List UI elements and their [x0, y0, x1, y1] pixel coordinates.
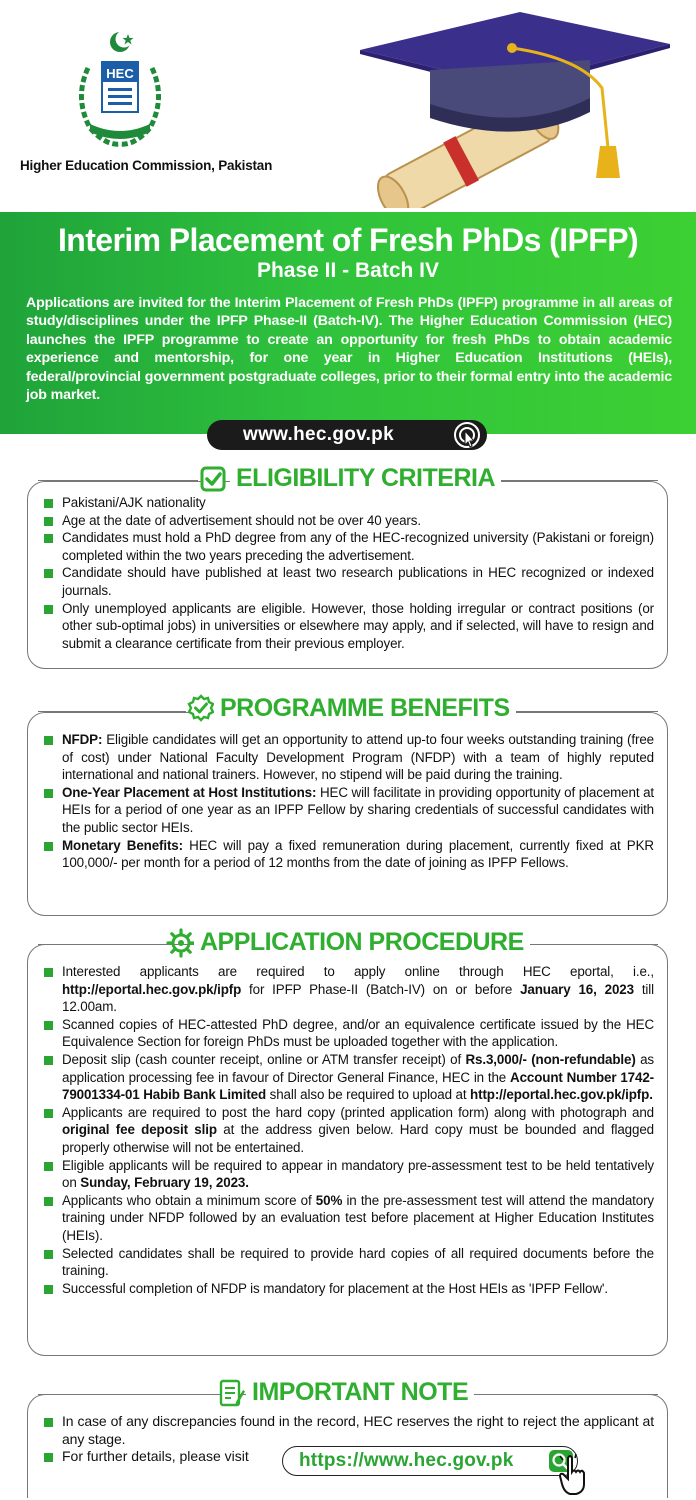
intro-banner — [0, 212, 696, 434]
note-header — [0, 1378, 696, 1408]
list-item: Selected candidates shall be required to provide hard copies of all required documents before the training. — [42, 1245, 654, 1280]
benefits-title: PROGRAMME BENEFITS — [214, 694, 516, 723]
list-item: Interested applicants are required to apply online through HEC eportal, i.e., http://eportal.hec.gov.pk/ipfp for IPFP Phase-II (Batch-IV) on or before January 16, 2023 till 12.00am. — [42, 963, 654, 1016]
list-item: In case of any discrepancies found in the record, HEC reserves the right to reject the applicant at any stage. — [42, 1413, 654, 1448]
list-item: Only unemployed applicants are eligible. However, those holding irregular or contract positions (or other sub-optimal jobs) in universities or elsewhere may apply, and if selected, will have to resign and submit a clearance certificate from their previous employer. — [42, 600, 654, 653]
procedure-header — [0, 928, 696, 958]
gear-icon — [166, 928, 196, 958]
list-item: Candidates must hold a PhD degree from any of the HEC-recognized university (Pakistani or foreign) completed within the two years preceding the advertisement. — [42, 529, 654, 564]
banner-intro-text: Applications are invited for the Interim Placement of Fresh PhDs (IPFP) programme in all areas of study/disciplines under the IPFP Phase-II (Batch-IV). The Higher Education Commission (HEC) launches the IPFP programme to create an opportunity for fresh PhDs to obtain academic experience and mentorship, for one year in Higher Education Institutions (HEIs), federal/provincial government postgraduate colleges, prior to their formal entry into the academic job market. — [26, 295, 672, 404]
benefits-header — [0, 694, 696, 724]
list-item: Pakistani/AJK nationality — [42, 494, 654, 512]
click-hand-icon — [451, 421, 483, 449]
note-list — [42, 1413, 654, 1448]
website-link-pill[interactable] — [207, 420, 487, 450]
banner-title: Interim Placement of Fresh PhDs (IPFP) — [58, 222, 638, 258]
list-item: One-Year Placement at Host Institutions: HEC will facilitate in providing opportunity of placement at HEIs for a period of one year as an IPFP Fellow by sharing credentials of successful candidates with the public sector HEIs. — [42, 784, 654, 837]
procedure-list — [42, 963, 654, 1297]
list-item: Candidate should have published at least two research publications in HEC recognized or indexed journals. — [42, 564, 654, 599]
org-name: Higher Education Commission, Pakistan — [20, 158, 273, 173]
eligibility-header — [0, 464, 696, 494]
document-pen-icon — [216, 1378, 246, 1408]
list-item: Deposit slip (cash counter receipt, online or ATM transfer receipt) of Rs.3,000/- (non-refundable) as application processing fee in favour of Director General Finance, HEC in the Account Number 1742-79001334-01 Habib Bank Limited shall also be required to upload at http://eportal.hec.gov.pk/ipfp. — [42, 1051, 654, 1104]
list-item: Monetary Benefits: HEC will pay a fixed remuneration during placement, currently fixed at PKR 100,000/- per month for a period of 12 months from the date of joining as IPFP Fellows. — [42, 837, 654, 872]
check-square-icon — [198, 464, 228, 494]
banner-subtitle: Phase II - Batch IV — [256, 259, 440, 282]
list-item: Applicants who obtain a minimum score of 50% in the pre-assessment test will attend the mandatory training under NFDP followed by an evaluation test before placement at Higher Education Institutes (HEIs). — [42, 1192, 654, 1245]
list-item: Scanned copies of HEC-attested PhD degree, and/or an equivalence certificate issued by the HEC Equivalence Section for foreign PhDs must be uploaded together with the application. — [42, 1016, 654, 1051]
visit-label: For further details, please visit — [62, 1448, 249, 1464]
list-item: Applicants are required to post the hard copy (printed application form) along with photograph and original fee deposit slip at the address given below. Hard copy must be bounded and flagged properly otherwise will not be entertained. — [42, 1104, 654, 1157]
logo-text: HEC — [106, 66, 134, 81]
list-item: NFDP: Eligible candidates will get an opportunity to attend up-to four weeks outstanding training (free of cost) under National Faculty Development Program (NFDP) with a team of highly reputed international and national trainers. However, no stipend will be paid during the training. — [42, 731, 654, 784]
benefits-list — [42, 731, 654, 872]
eligibility-list — [42, 494, 654, 652]
list-item: Successful completion of NFDP is mandatory for placement at the Host HEIs as 'IPFP Fellow'. — [42, 1280, 654, 1298]
procedure-title: APPLICATION PROCEDURE — [194, 928, 530, 957]
eligibility-title: ELIGIBILITY CRITERIA — [230, 464, 501, 493]
list-item: Age at the date of advertisement should not be over 40 years. — [42, 512, 654, 530]
graduation-cap-image — [340, 8, 680, 208]
note-title: IMPORTANT NOTE — [246, 1378, 474, 1407]
hec-logo — [68, 28, 172, 152]
badge-check-icon — [186, 694, 216, 724]
header — [0, 0, 696, 212]
list-item: Eligible applicants will be required to appear in mandatory pre-assessment test to be held tentatively on Sunday, February 19, 2023. — [42, 1157, 654, 1192]
visit-link-pill[interactable] — [282, 1446, 578, 1476]
click-hand-icon — [556, 1452, 592, 1496]
website-url[interactable]: www.hec.gov.pk — [243, 424, 394, 445]
visit-url[interactable]: https://www.hec.gov.pk — [299, 1450, 514, 1471]
